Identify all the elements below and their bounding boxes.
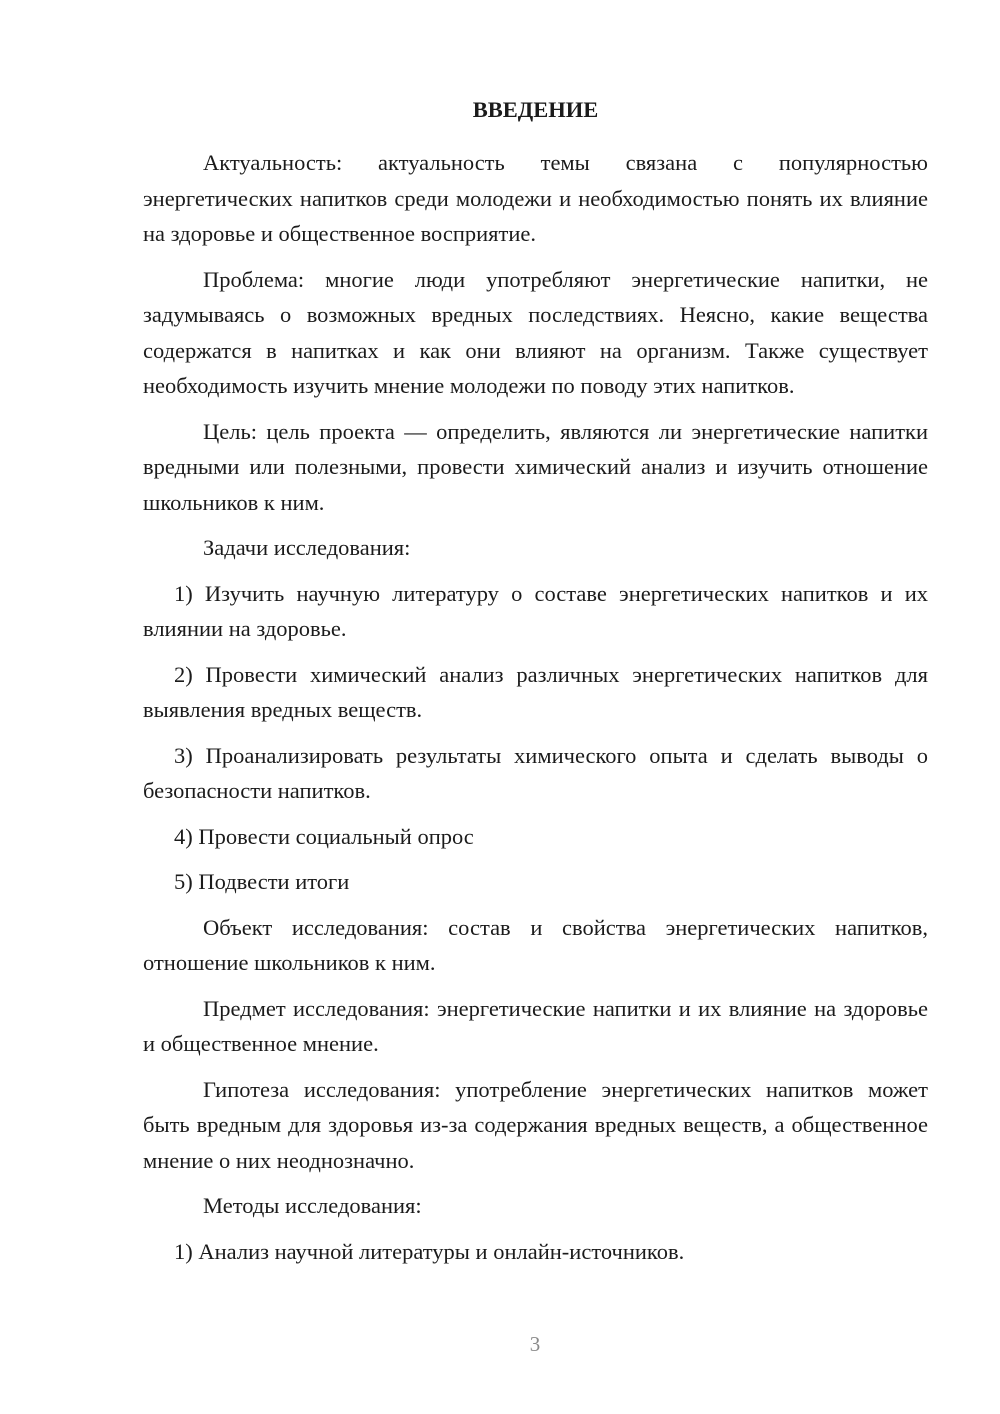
problem-paragraph: Проблема: многие люди употребляют энергетические напитки, не задумываясь о возможных вредных последствиях. Неясно, какие вещества содержатся в напитках и как они влияют на организм. Также существует необходимость изучить мнение молодежи по поводу этих напитков. xyxy=(143,266,928,398)
method-item: 1) Анализ научной литературы и онлайн-источников. xyxy=(174,1238,685,1264)
goal-paragraph: Цель: цель проекта — определить, являются ли энергетические напитки вредными или полезными, провести химический анализ и изучить отношение школьников к ним. xyxy=(143,418,928,515)
relevance-paragraph: Актуальность: актуальность темы связана с популярностью энергетических напитков среди молодежи и необходимостью понять их влияние на здоровье и общественное восприятие. xyxy=(143,150,928,246)
subject-paragraph: Предмет исследования: энергетические напитки и их влияние на здоровье и общественное мнение. xyxy=(143,995,928,1056)
task-item: 3) Проанализировать результаты химического опыта и сделать выводы о безопасности напитков. xyxy=(143,742,928,803)
hypothesis-paragraph: Гипотеза исследования: употребление энергетических напитков может быть вредным для здоровья из-за содержания вредных веществ, а общественное мнение о них неоднозначно. xyxy=(143,1076,928,1173)
task-item: 2) Провести химический анализ различных энергетических напитков для выявления вредных веществ. xyxy=(143,661,928,722)
task-item: 5) Подвести итоги xyxy=(174,869,350,894)
document-page xyxy=(143,95,928,1279)
object-paragraph: Объект исследования: состав и свойства энергетических напитков, отношение школьников к ним. xyxy=(143,914,928,975)
task-item: 4) Провести социальный опрос xyxy=(174,823,474,849)
methods-title: Методы исследования: xyxy=(203,1193,422,1218)
task-item: 1) Изучить научную литературу о составе энергетических напитков и их влиянии на здоровье. xyxy=(143,580,928,641)
page-number: 3 xyxy=(529,1332,541,1356)
tasks-title: Задачи исследования: xyxy=(203,535,411,560)
section-heading: ВВЕДЕНИЕ xyxy=(472,97,599,122)
